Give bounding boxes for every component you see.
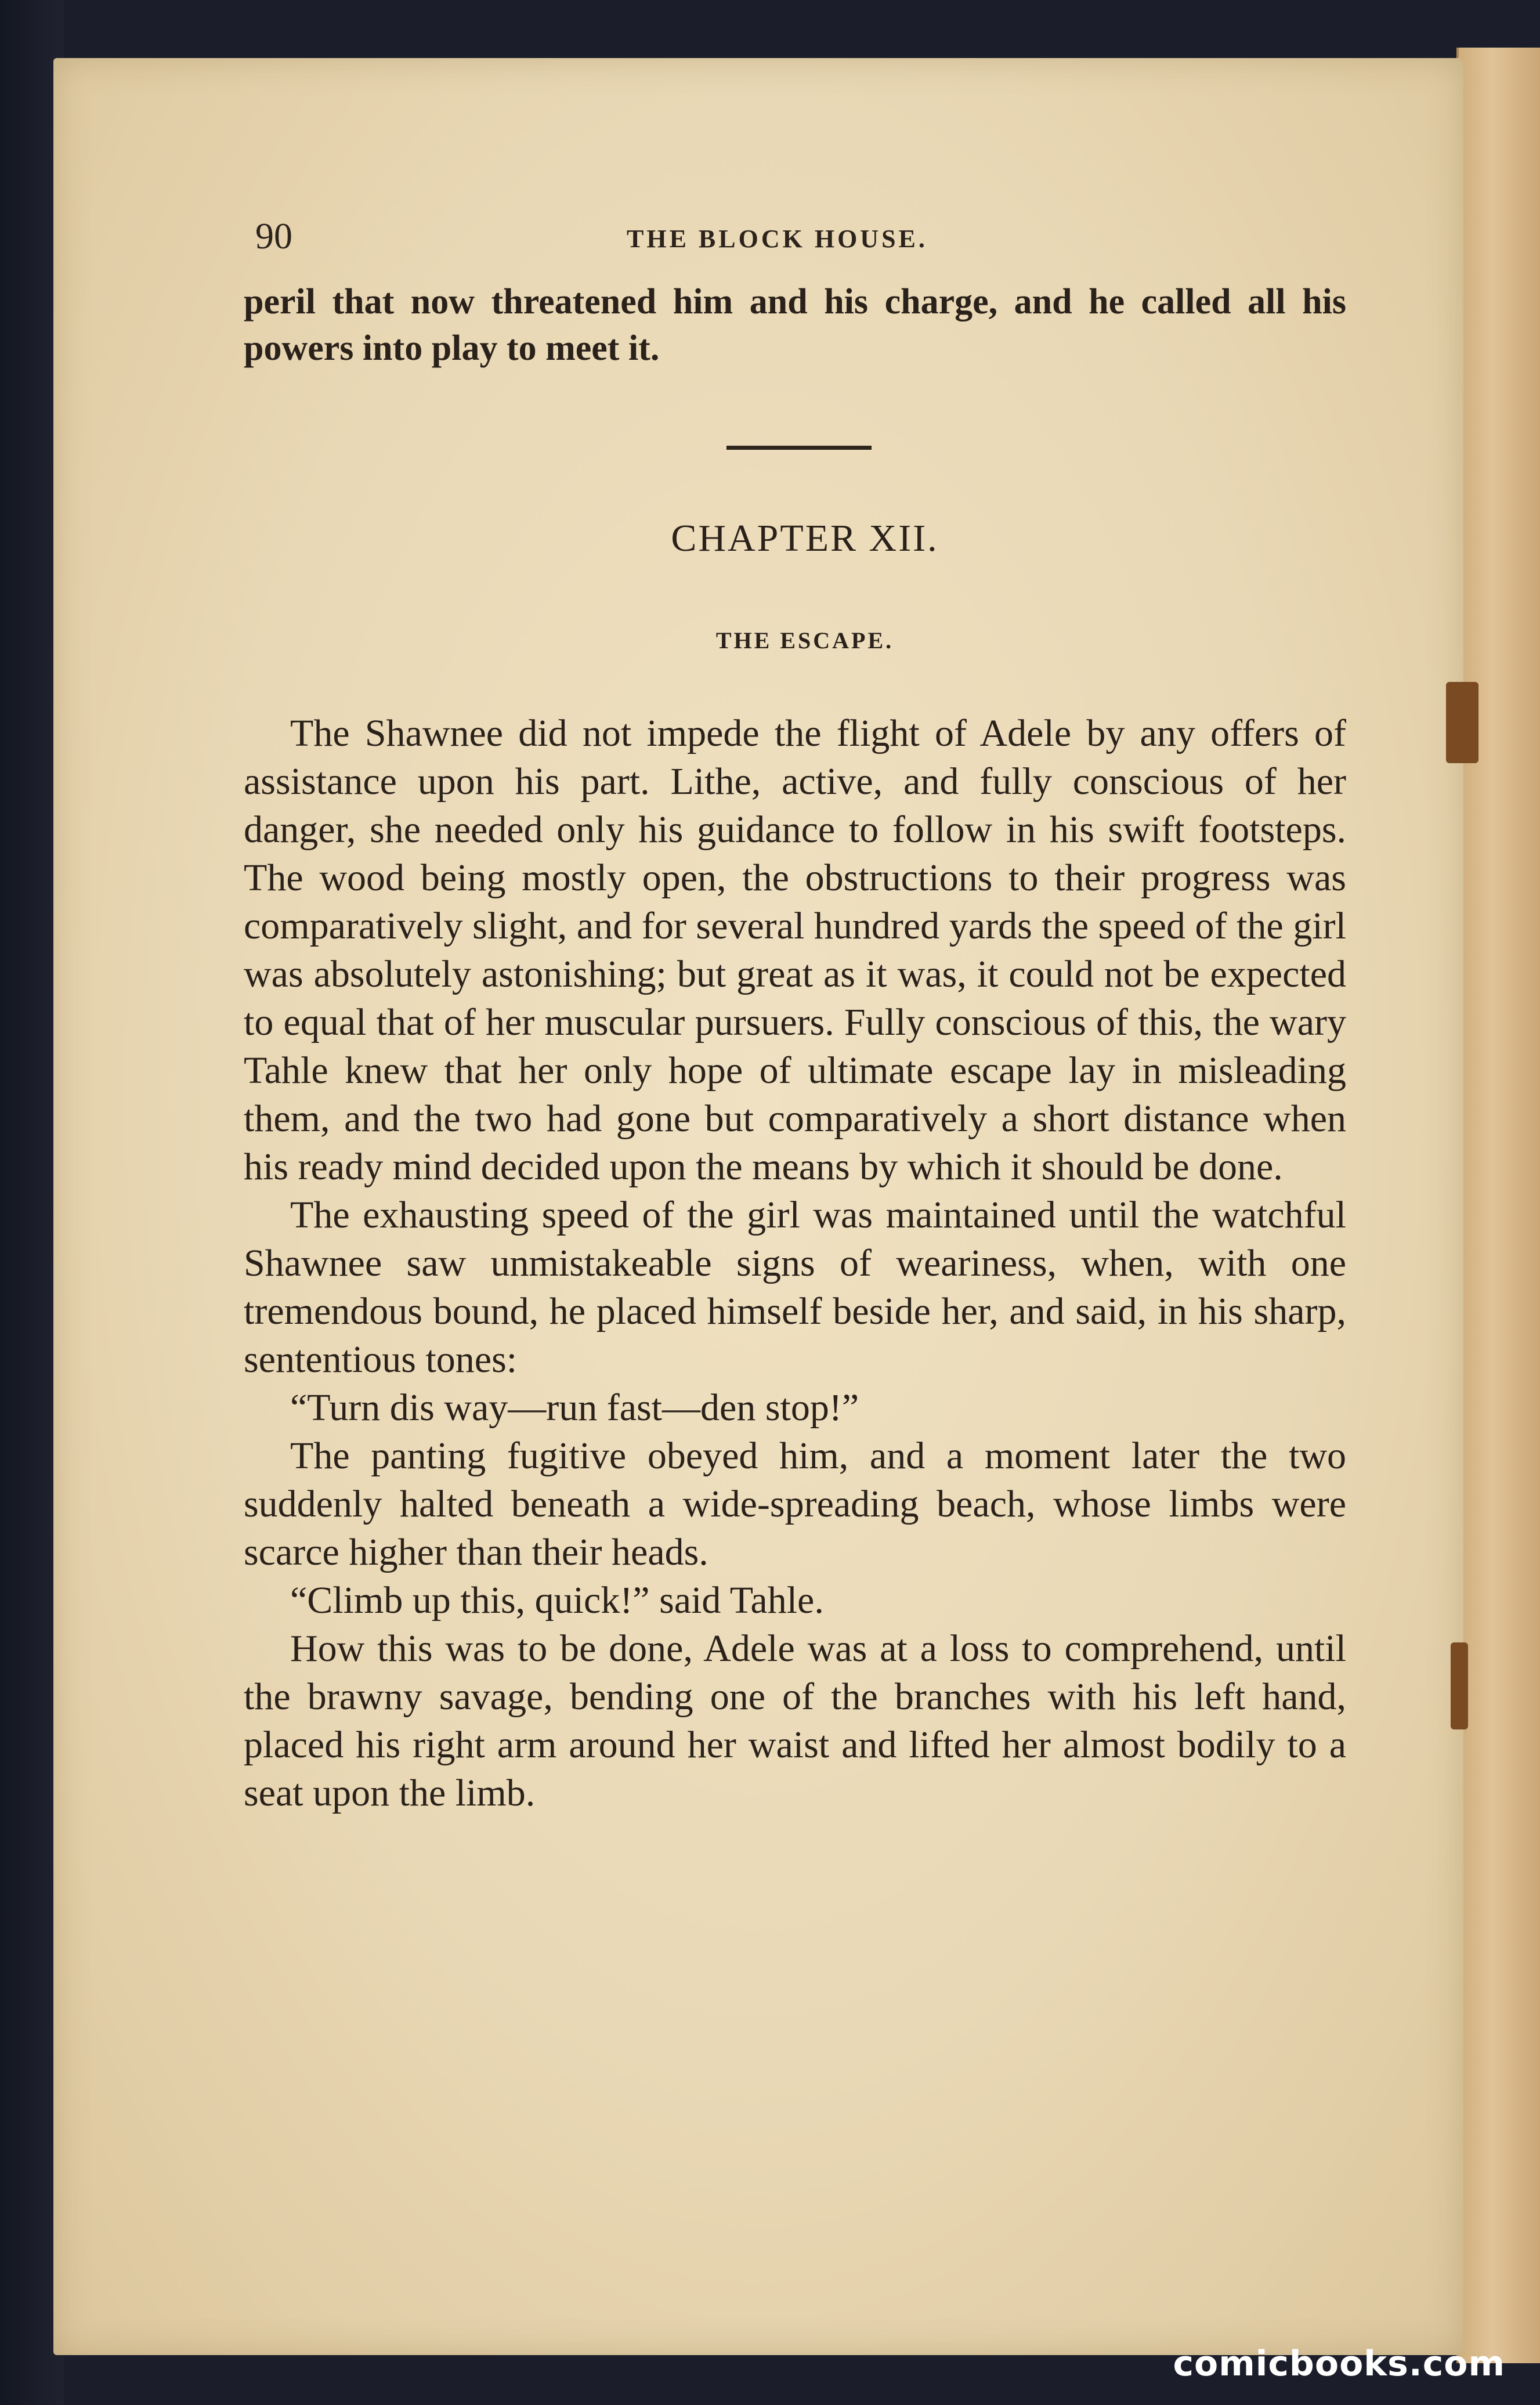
- carryover-block: [244, 279, 1346, 371]
- body-paragraph: The panting fugitive obeyed him, and a moment later the two suddenly halted beneath a wide-spreading beach, whose limbs were scarce higher than their heads.: [244, 1435, 1346, 1573]
- next-page-edge: [1456, 48, 1540, 2363]
- page-number: 90: [255, 215, 292, 257]
- body-paragraph: The Shawnee did not impede the flight of Adele by any offers of assistance upon his part. Lithe, active, and fully conscious of her danger, she needed only his guidance to follow in his swift footsteps. The wood being mostly open, the obstructions to their progress was comparatively slight, and for several hundred yards the speed of the girl was absolutely astonishing; but great as it was, it could not be expected to equal that of her muscular pursuers. Fully conscious of this, the wary Tahle knew that her only hope of ultimate escape lay in misleading them, and the two had gone but comparatively a short distance when his ready mind decided upon the means by which it should be done.: [244, 712, 1346, 1188]
- binding-thread-mark: [1446, 682, 1478, 763]
- body-paragraph: “Climb up this, quick!” said Tahle.: [290, 1579, 824, 1622]
- carryover-paragraph: peril that now threatened him and his charge, and he called all his powers into play to meet it.: [244, 282, 1346, 368]
- page-header: [255, 215, 1346, 267]
- body-paragraph: “Turn dis way—run fast—den stop!”: [290, 1386, 859, 1429]
- chapter-body: [244, 709, 1346, 1817]
- running-head: THE BLOCK HOUSE.: [627, 225, 928, 253]
- body-paragraph: The exhausting speed of the girl was maintained until the watchful Shawnee saw unmistakeable signs of weariness, when, with one tremendous bound, he placed himself beside her, and said, in his sharp, sententious tones:: [244, 1194, 1346, 1381]
- body-paragraph: How this was to be done, Adele was at a loss to comprehend, until the brawny savage, bending one of the branches with his left hand, placed his right arm around her waist and lifted her almost bodily to a seat upon the limb.: [244, 1627, 1346, 1814]
- section-rule: [726, 446, 872, 450]
- binding-thread-mark: [1451, 1642, 1468, 1729]
- site-watermark: comicbooks.com: [1173, 2343, 1505, 2384]
- chapter-subtitle: THE ESCAPE.: [715, 627, 894, 653]
- chapter-title: CHAPTER XII.: [671, 517, 939, 559]
